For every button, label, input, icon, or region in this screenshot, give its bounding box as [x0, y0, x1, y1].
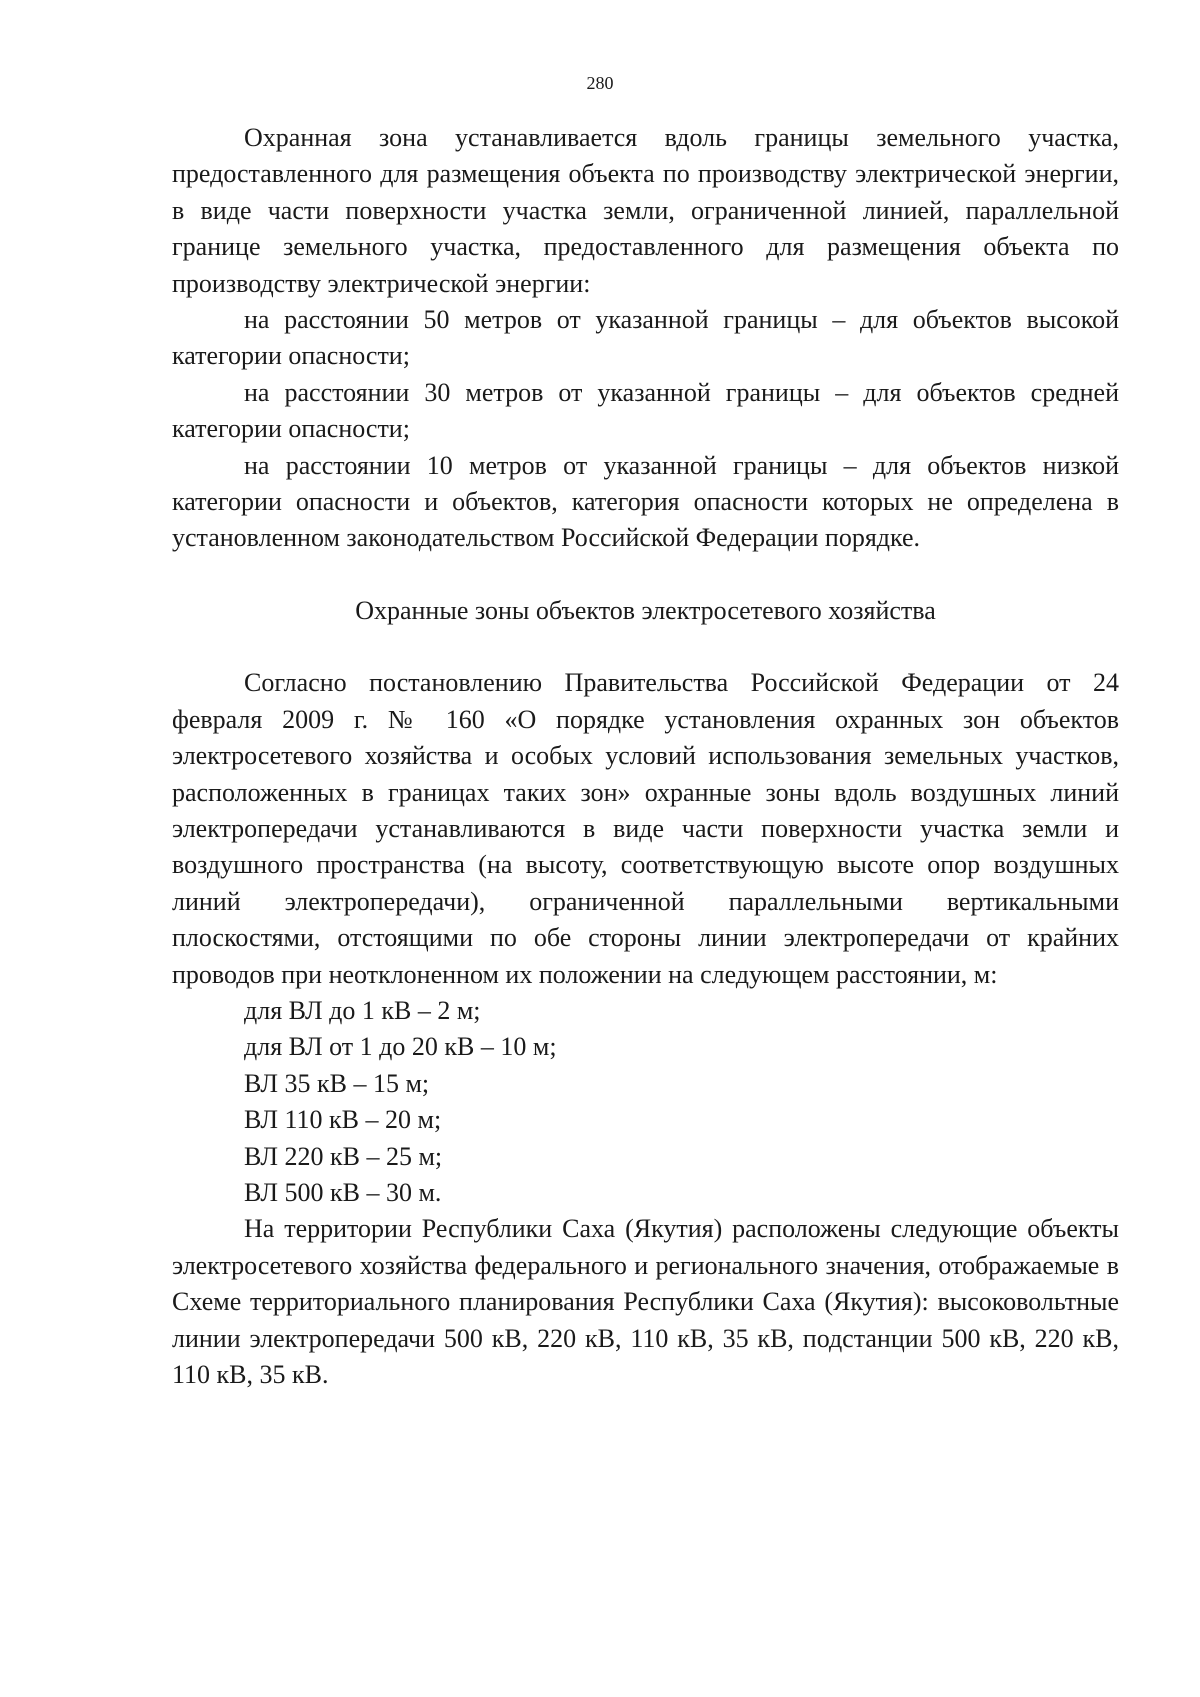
intro-item-30m: на расстоянии 30 метров от указанной границы – для объектов средней категории опасности;: [172, 377, 1119, 444]
intro-paragraph: Охранная зона устанавливается вдоль границы земельного участка, предоставленного для размещения объекта по производству электрической энергии, в виде части поверхности участка земли, ограниченной линией, параллельной границе земельного участка, предоставленного для размещения объекта по производству электрической энергии:: [172, 123, 1119, 298]
distance-item: ВЛ 500 кВ – 30 м.: [244, 1177, 442, 1207]
intro-item-50m: на расстоянии 50 метров от указанной границы – для объектов высокой категории опасности;: [172, 305, 1119, 371]
section-heading: Охранные зоны объектов электросетевого хозяйства: [355, 595, 936, 625]
distance-item: ВЛ 35 кВ – 15 м;: [244, 1068, 430, 1098]
intro-item-10m: на расстоянии 10 метров от указанной границы – для объектов низкой категории опасности и объектов, категория опасности которых не определена в установленном законодательством Российской Федерации порядке.: [172, 450, 1119, 553]
document-body: [172, 120, 1119, 1393]
distance-item: ВЛ 220 кВ – 25 м;: [244, 1141, 443, 1171]
distance-item: ВЛ 110 кВ – 20 м;: [244, 1105, 442, 1135]
closing-paragraph: На территории Республики Саха (Якутия) расположены следующие объекты электросетевого хозяйства федерального и регионального значения, отображаемые в Схеме территориального планирования Республики Саха (Якутия): высоковольтные линии электропередачи 500 кВ, 220 кВ, 110 кВ, 35 кВ, подстанции 500 кВ, 220 кВ, 110 кВ, 35 кВ.: [172, 1214, 1119, 1389]
page-number: 280: [586, 73, 614, 93]
distance-item: для ВЛ от 1 до 20 кВ – 10 м;: [244, 1032, 557, 1062]
distance-item: для ВЛ до 1 кВ – 2 м;: [244, 995, 481, 1025]
section-paragraph: Согласно постановлению Правительства Российской Федерации от 24 февраля 2009 г. № 160 «О порядке установления охранных зон объектов электросетевого хозяйства и особых условий использования земельных участков, расположенных в границах таких зон» охранные зоны вдоль воздушных линий электропередачи устанавливаются в виде части поверхности участка земли и воздушного пространства (на высоту, соответствующую высоте опор воздушных линий электропередачи), ограниченной параллельными вертикальными плоскостями, отстоящими по обе стороны линии электропередачи от крайних проводов при неотклоненном их положении на следующем расстоянии, м:: [172, 668, 1119, 989]
